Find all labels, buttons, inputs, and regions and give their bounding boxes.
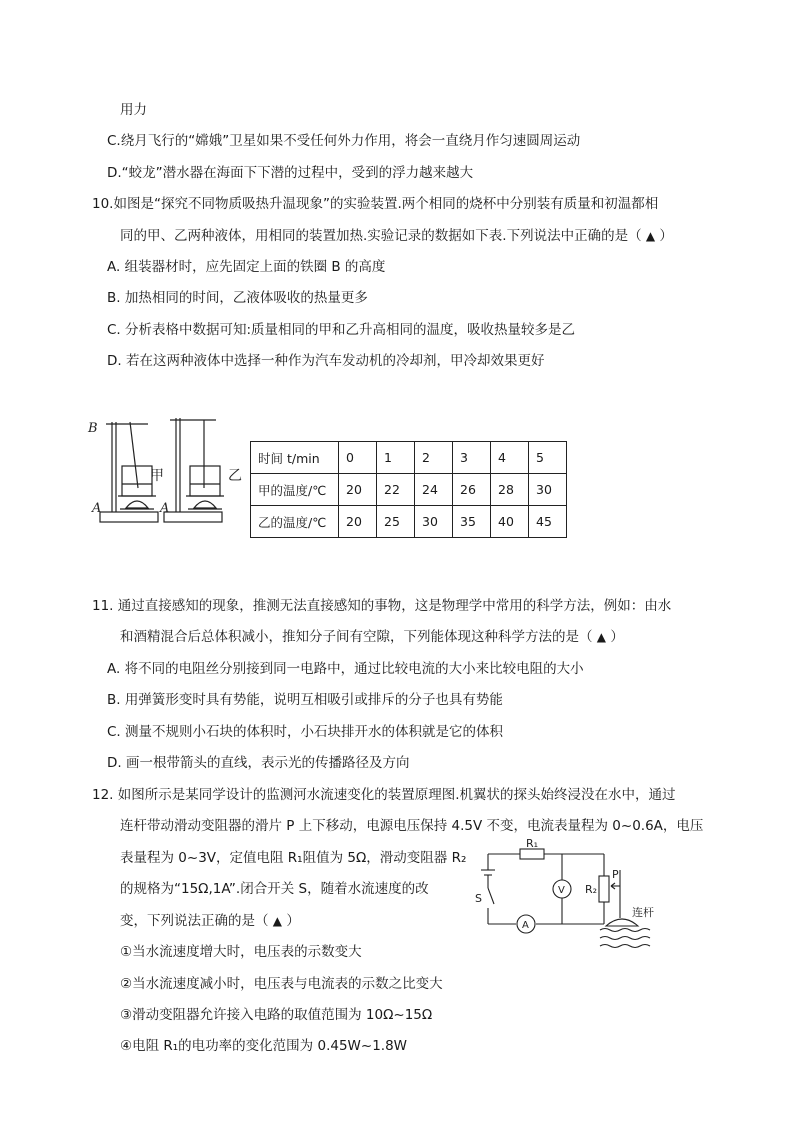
r2-label: R₂ xyxy=(585,883,598,896)
q9-option-c: C.绕月飞行的“嫦娥”卫星如果不受任何外力作用，将会一直绕月作匀速圆周运动 xyxy=(107,133,581,149)
table-cell: 28 xyxy=(491,474,529,506)
iron-ring-label-a1: A xyxy=(92,501,102,516)
iron-ring-label-a2: A xyxy=(160,501,170,516)
answer-triangle-icon: ▲ xyxy=(645,229,656,243)
q10-stem-line1: 10.如图是“探究不同物质吸热升温现象”的实验装置.两个相同的烧杯中分别装有质量和初温都相 xyxy=(92,196,659,212)
q12-stem-line2: 连杆带动滑动变阻器的滑片 P 上下移动，电源电压保持 4.5V 不变，电流表量程为 0~0.6A，电压 xyxy=(120,818,704,834)
q12-stem-text: 变，下列说法正确的是（ xyxy=(120,913,269,929)
q10-option-b: B. 加热相同的时间，乙液体吸收的热量更多 xyxy=(107,290,368,306)
q10-stem-text: 同的甲、乙两种液体，用相同的装置加热.实验记录的数据如下表.下列说法中正确的是（ xyxy=(120,228,642,244)
table-cell: 20 xyxy=(339,474,377,506)
temperature-data-table xyxy=(250,441,567,538)
q12-stem-line1: 12. 如图所示是某同学设计的监测河水流速变化的装置原理图.机翼状的探头始终浸没在水中，通过 xyxy=(92,787,676,803)
table-cell: 4 xyxy=(491,442,529,474)
table-row xyxy=(251,442,567,474)
table-cell: 24 xyxy=(415,474,453,506)
table-header-jia: 甲的温度/℃ xyxy=(251,474,339,506)
table-cell: 35 xyxy=(453,506,491,538)
q12-stem-close: ） xyxy=(286,913,300,929)
q12-stem-line5 xyxy=(120,912,300,930)
table-cell: 40 xyxy=(491,506,529,538)
liquid-label-yi: 乙 xyxy=(228,468,242,484)
liquid-label-jia: 甲 xyxy=(150,468,164,484)
q11-stem-line1: 11. 通过直接感知的现象，推测无法直接感知的事物，这是物理学中常用的科学方法，例如：由水 xyxy=(92,598,672,614)
table-cell: 5 xyxy=(529,442,567,474)
table-cell: 22 xyxy=(377,474,415,506)
q12-statement-2: ②当水流速度减小时，电压表与电流表的示数之比变大 xyxy=(120,976,443,992)
q10-stem-close: ） xyxy=(659,228,673,244)
table-row xyxy=(251,474,567,506)
table-cell: 0 xyxy=(339,442,377,474)
table-cell: 30 xyxy=(529,474,567,506)
table-cell: 3 xyxy=(453,442,491,474)
q11-option-d: D. 画一根带箭头的直线，表示光的传播路径及方向 xyxy=(107,755,410,771)
table-cell: 30 xyxy=(415,506,453,538)
circuit-diagram xyxy=(472,838,692,970)
table-header-yi: 乙的温度/℃ xyxy=(251,506,339,538)
q11-option-a: A. 将不同的电阻丝分别接到同一电路中，通过比较电流的大小来比较电阻的大小 xyxy=(107,661,584,677)
q9-continuation: 用力 xyxy=(120,102,147,118)
table-header-time: 时间 t/min xyxy=(251,442,339,474)
table-cell: 25 xyxy=(377,506,415,538)
voltmeter-icon: V xyxy=(558,885,565,896)
q10-stem-line2 xyxy=(120,227,673,245)
q11-stem-close: ） xyxy=(610,629,624,645)
q10-option-a: A. 组装器材时，应先固定上面的铁圈 B 的高度 xyxy=(107,259,386,275)
q11-stem-text: 和酒精混合后总体积减小，推知分子间有空隙，下列能体现这种科学方法的是（ xyxy=(120,629,593,645)
table-cell: 1 xyxy=(377,442,415,474)
iron-ring-label-b: B xyxy=(88,421,98,436)
table-cell: 45 xyxy=(529,506,567,538)
heating-apparatus-figure xyxy=(86,408,248,536)
r1-label: R₁ xyxy=(526,838,539,850)
table-cell: 26 xyxy=(453,474,491,506)
answer-triangle-icon: ▲ xyxy=(596,630,607,644)
slider-p-label: P xyxy=(612,868,619,881)
table-row xyxy=(251,506,567,538)
switch-s-label: S xyxy=(475,892,482,905)
q10-option-c: C. 分析表格中数据可知:质量相同的甲和乙升高相同的温度，吸收热量较多是乙 xyxy=(107,322,576,338)
q11-option-b: B. 用弹簧形变时具有势能，说明互相吸引或排斥的分子也具有势能 xyxy=(107,692,503,708)
table-cell: 20 xyxy=(339,506,377,538)
q12-statement-4: ④电阻 R₁的电功率的变化范围为 0.45W~1.8W xyxy=(120,1038,408,1054)
q12-stem-line4: 的规格为“15Ω,1A”.闭合开关 S，随着水流速度的改 xyxy=(120,881,429,897)
q11-option-c: C. 测量不规则小石块的体积时，小石块排开水的体积就是它的体积 xyxy=(107,724,504,740)
q12-statement-1: ①当水流速度增大时，电压表的示数变大 xyxy=(120,944,362,960)
q10-option-d: D. 若在这两种液体中选择一种作为汽车发动机的冷却剂，甲冷却效果更好 xyxy=(107,353,545,369)
q12-stem-line3: 表量程为 0~3V，定值电阻 R₁阻值为 5Ω，滑动变阻器 R₂ xyxy=(120,850,467,866)
q9-option-d: D.“蛟龙”潜水器在海面下下潜的过程中，受到的浮力越来越大 xyxy=(107,165,474,181)
table-cell: 2 xyxy=(415,442,453,474)
answer-triangle-icon: ▲ xyxy=(272,914,283,928)
q11-stem-line2 xyxy=(120,628,624,646)
connecting-rod-label: 连杆 xyxy=(632,906,654,919)
q12-statement-3: ③滑动变阻器允许接入电路的取值范围为 10Ω~15Ω xyxy=(120,1007,433,1023)
ammeter-icon: A xyxy=(522,920,529,931)
